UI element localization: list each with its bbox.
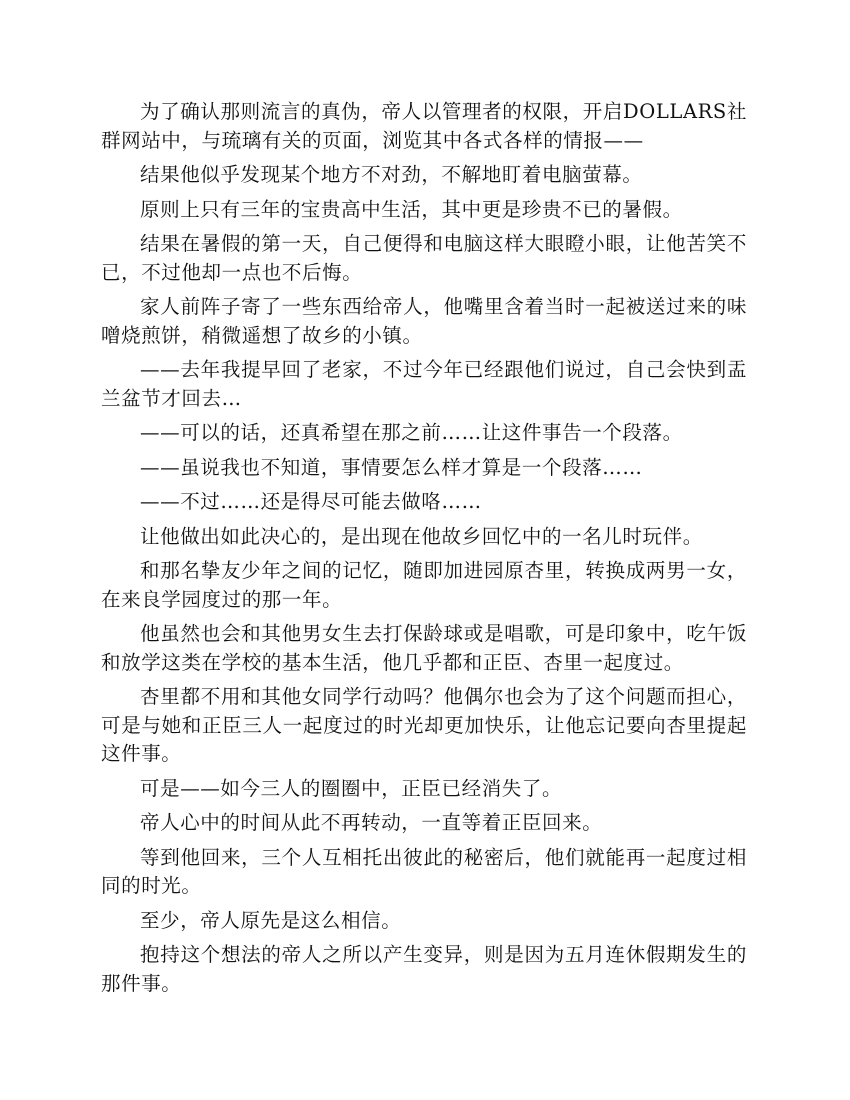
paragraph: 帝人心中的时间从此不再转动，一直等着正臣回来。 [140,811,603,834]
paragraph: 抱持这个想法的帝人之所以产生变异，则是因为五月连休假期发生的那件事。 [101,943,747,995]
document-body [101,98,747,1004]
paragraph: 他虽然也会和其他男女生去打保龄球或是唱歌，可是印象中，吃午饭和放学这类在学校的基本生活，他几乎都和正臣、杏里一起度过。 [101,622,747,674]
paragraph: 结果在暑假的第一天，自己便得和电脑这样大眼瞪小眼，让他苦笑不已，不过他却一点也不后悔。 [101,232,747,284]
paragraph: 结果他似乎发现某个地方不对劲，不解地盯着电脑萤幕。 [140,163,643,186]
paragraph: 至少，帝人原先是这么相信。 [140,908,402,932]
paragraph: ——去年我提早回了老家，不过今年已经跟他们说过，自己会快到盂兰盆节才回去… [101,358,747,410]
paragraph: 原则上只有三年的宝贵高中生活，其中更是珍贵不已的暑假。 [140,197,683,221]
paragraph: 家人前阵子寄了一些东西给帝人，他嘴里含着当时一起被送过来的味噌烧煎饼，稍微遥想了故乡的小镇。 [101,295,747,347]
paragraph: ——不过……还是得尽可能去做咯…… [140,490,482,513]
paragraph: 让他做出如此决心的，是出现在他故乡回忆中的一名儿时玩伴。 [140,524,703,548]
paragraph: 可是——如今三人的圈圈中，正臣已经消失了。 [140,776,563,800]
paragraph: 和那名挚友少年之间的记忆，随即加进园原杏里，转换成两男一女，在来良学园度过的那一年。 [101,559,747,611]
paragraph: 等到他回来，三个人互相托出彼此的秘密后，他们就能再一起度过相同的时光。 [101,845,747,897]
paragraph: ——可以的话，还真希望在那之前……让这件事告一个段落。 [140,421,683,444]
paragraph: ——虽说我也不知道，事情要怎么样才算是一个段落…… [140,455,643,479]
paragraph: 杏里都不用和其他女同学行动吗？他偶尔也会为了这个问题而担心，可是与她和正臣三人一起度过的时光却更加快乐，让他忘记要向杏里提起这件事。 [101,685,747,765]
paragraph: 为了确认那则流言的真伪，帝人以管理者的权限，开启DOLLARS社群网站中，与琉璃有关的页面，浏览其中各式各样的情报—— [101,100,747,152]
